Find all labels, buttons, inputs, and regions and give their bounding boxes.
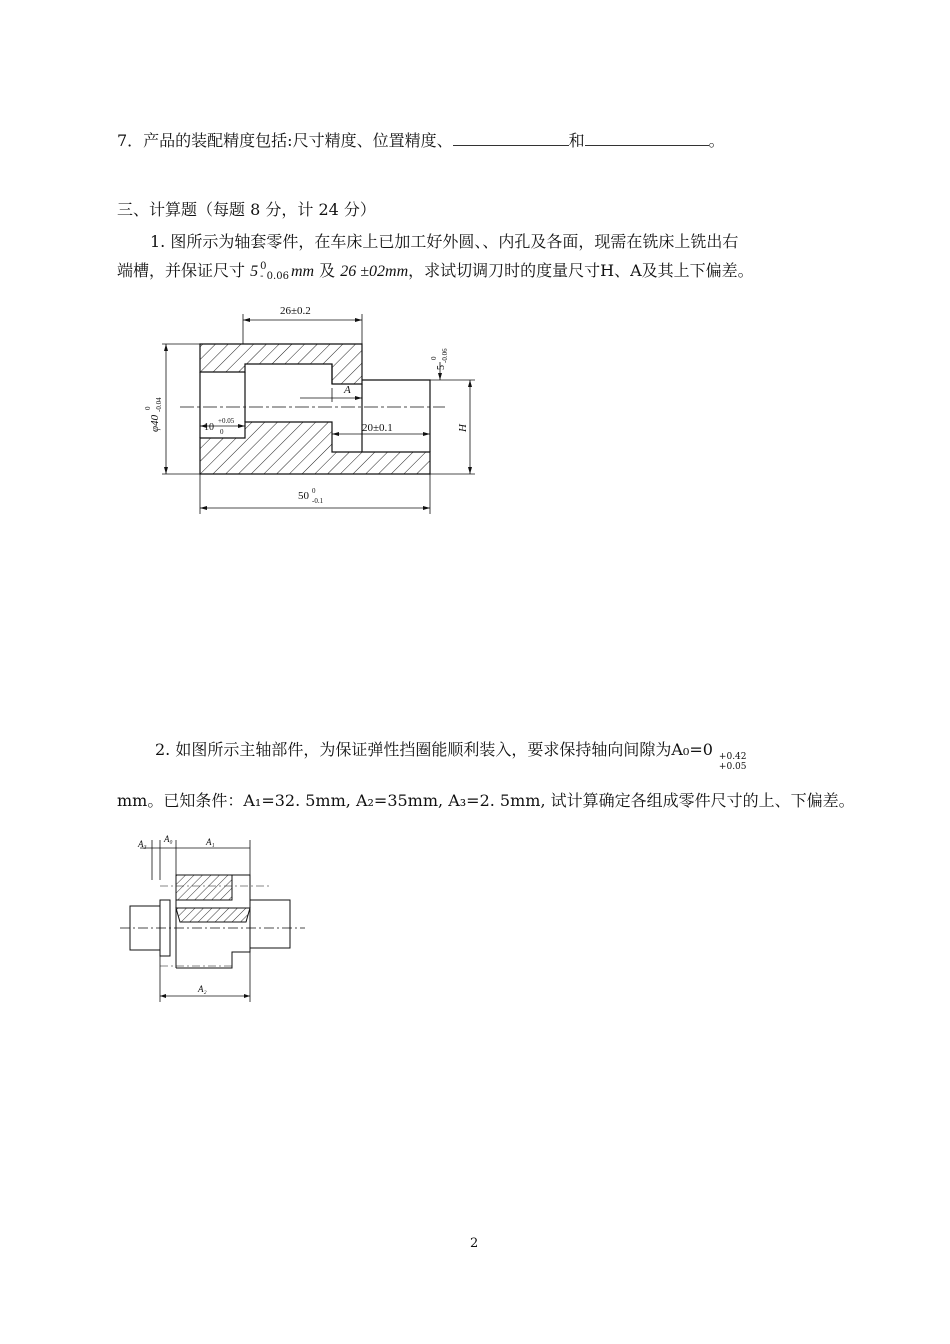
figure-2-spindle (120, 830, 310, 1008)
label-a0: A₀ (164, 834, 173, 844)
dim-1-unit: mm (290, 263, 315, 280)
question-7-text: 7．产品的装配精度包括:尺寸精度、位置精度、 (117, 131, 453, 150)
dim-5-upper: 0 (430, 356, 438, 360)
page-number: 2 (470, 1236, 479, 1251)
label-a2: A₂ (198, 984, 207, 994)
problem-2-line-1 (155, 737, 749, 772)
dim-1-upper: 0 (260, 260, 267, 272)
question-7-end: 。 (708, 131, 725, 150)
a0-lower: +0.05 (718, 762, 747, 772)
dim-10-upper: +0.05 (218, 417, 235, 425)
dim-1-base: 5 (250, 263, 259, 280)
a0-expression: A₀=0 (671, 740, 713, 759)
dim-2-unit: mm (385, 263, 409, 280)
label-a1: A₁ (206, 837, 215, 847)
dim-2: 26 ±02 (340, 263, 386, 280)
answer-blank-2[interactable] (585, 131, 709, 146)
answer-blank-1[interactable] (453, 131, 569, 146)
dim-26-label: 26±0.2 (280, 305, 311, 317)
problem-2-line-1-text: 2. 如图所示主轴部件，为保证弹性挡圈能顺利装入，要求保持轴向间隙为 (155, 740, 672, 759)
dim-phi40-base: φ40 (149, 414, 161, 432)
dim-10-lower: 0 (220, 428, 224, 436)
dim-20-label: 20±0.1 (362, 422, 393, 434)
dim-1-lower: - 0.06 (260, 270, 289, 282)
a0-upper: +0.42 (718, 752, 747, 762)
dim-10-base: 10 (204, 422, 214, 433)
problem-1-line-2 (117, 258, 754, 282)
label-h: H (457, 424, 469, 432)
a0-tolerance (719, 752, 747, 772)
dim-50-base: 50 (298, 490, 309, 502)
section-heading: 三、计算题（每题 8 分，计 24 分） (117, 200, 376, 219)
dim-50-lower: -0.1 (312, 497, 324, 505)
dim-phi40-upper: 0 (144, 406, 152, 410)
problem-1-line-1: 1. 图所示为轴套零件，在车床上已加工好外圆、、内孔及各面，现需在铣床上铣出右 (150, 232, 739, 251)
question-7 (117, 128, 725, 151)
problem-1-line-2-pre: 端槽，并保证尺寸 (117, 261, 246, 280)
figure-1-sleeve (140, 292, 490, 522)
problem-2-line-2: mm。已知条件：A₁=32. 5mm, A₂=35mm, A₃=2. 5mm, 试计算确定各组成零件尺寸的上、下偏差。 (117, 791, 855, 810)
dim-phi40-lower: -0.04 (155, 397, 163, 412)
dim-5-lower: -0.06 (441, 348, 449, 363)
dim-50-upper: 0 (312, 487, 316, 495)
label-a: A (344, 384, 351, 396)
problem-1-line-2-post: ，求试切调刀时的度量尺寸H、A及其上下偏差。 (408, 261, 754, 280)
dim-5-base: 5 (436, 365, 447, 370)
label-a3: A₃ (138, 839, 147, 849)
dim-1-tolerance (260, 262, 289, 282)
problem-1-and: 及 (319, 261, 336, 280)
question-7-and: 和 (568, 131, 585, 150)
